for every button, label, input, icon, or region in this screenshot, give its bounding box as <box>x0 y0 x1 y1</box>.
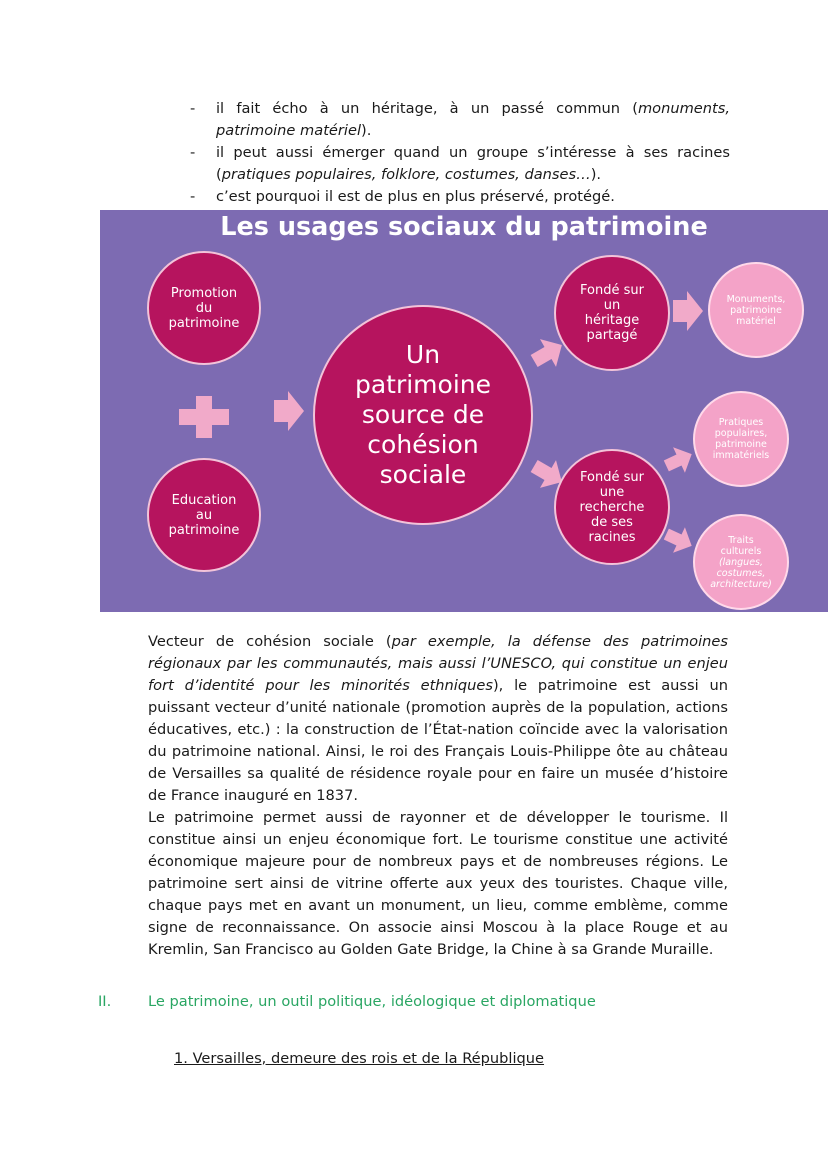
bullet-item <box>190 186 730 208</box>
circle-line: culturels <box>720 545 762 557</box>
bullet-dash: - <box>190 144 196 161</box>
monuments-circle <box>708 262 804 358</box>
circle-line: sociale <box>379 460 467 489</box>
circle-line: matériel <box>736 315 776 327</box>
circle-line: une <box>599 484 625 500</box>
italic-run: pratiques populaires, folklore, costumes, danses… <box>221 166 591 183</box>
bullet-text <box>216 186 730 208</box>
body-text <box>148 631 728 961</box>
center-circle <box>313 305 533 525</box>
text-run: il fait écho à un héritage, à un passé commun ( <box>216 100 638 117</box>
circle-line: racines <box>588 529 636 545</box>
paragraph <box>148 631 728 807</box>
circle-line: Pratiques <box>718 417 764 428</box>
bullet-dash: - <box>190 188 196 205</box>
racines-circle <box>554 449 670 565</box>
circle-text <box>169 493 240 538</box>
circle-line: patrimoine <box>730 304 782 316</box>
pratiques-circle <box>693 391 789 487</box>
italic-run: par exemple, la défense des patrimoines régionaux par les communautés, mais aussi l’UNESCO, qui constitue un enjeu fort d’identité pour les minorités ethniques <box>148 633 728 694</box>
diagram-title: Les usages sociaux du patrimoine <box>220 212 708 242</box>
text-run: c’est pourquoi il est de plus en plus préservé, protégé. <box>216 188 615 205</box>
promotion-circle <box>147 251 261 365</box>
arrow-up-right-icon <box>662 443 696 477</box>
circle-text <box>580 283 644 343</box>
traits-circle <box>693 514 789 610</box>
circle-line: patrimoine <box>715 439 767 450</box>
bullet-list <box>190 98 730 208</box>
circle-line: partagé <box>586 328 638 343</box>
section-title: Le patrimoine, un outil politique, idéologique et diplomatique <box>148 993 596 1010</box>
paragraph <box>148 807 728 961</box>
bullet-item <box>190 142 730 186</box>
text-run: Vecteur de cohésion sociale ( <box>148 633 392 650</box>
circle-line: Fondé sur <box>580 469 644 485</box>
text-run: Le patrimoine permet aussi de rayonner et de développer le tourisme. Il constitue ainsi un enjeu économique fort. Le tourisme constitue une activité économique majeure pour de nombreux pays et de nombreuses régions. Le patrimoine sert ainsi de vitrine offerte aux yeux des touristes. Chaque ville, chaque pays met en avant un monument, un lieu, comme emblème, comme signe de reconnaissance. On associe ainsi Moscou à la place Rouge et au Kremlin, San Francisco au Golden Gate Bridge, la Chine à sa Grande Muraille. <box>148 809 728 958</box>
circle-line: recherche <box>579 499 645 515</box>
circle-text <box>727 294 786 327</box>
circle-line: de ses <box>591 514 633 530</box>
circle-line: Fondé sur <box>580 283 644 298</box>
text-run: il peut aussi émerger quand un groupe s’intéresse à ses racines ( <box>216 144 730 183</box>
italic-run: monuments, patrimoine matériel <box>216 100 730 139</box>
circle-line: Un <box>405 340 441 369</box>
heritage-circle <box>554 255 670 371</box>
bullet-text <box>216 98 730 142</box>
circle-line: (langues, <box>718 556 764 568</box>
text-run: ), le patrimoine est aussi un puissant vecteur d’unité nationale (promotion auprès de la population, actions éducatives, etc.) : la construction de l’État-nation coïncide avec la valorisation du patrimoine national. Ainsi, le roi des Français Louis-Philippe ôte au château de Versailles sa qualité de résidence royale pour en faire un musée d’histoire de France inauguré en 1837. <box>148 677 728 804</box>
circle-line: cohésion <box>367 430 479 459</box>
circle-line: costumes, <box>716 567 766 579</box>
circle-line: Education <box>171 492 237 508</box>
circle-line: patrimoine <box>168 522 240 538</box>
circle-line: patrimoine <box>168 315 240 331</box>
circle-line: populaires, <box>714 428 768 439</box>
circle-line: architecture) <box>710 578 772 590</box>
circle-text <box>713 417 770 461</box>
circle-line: Monuments, <box>726 293 786 305</box>
circle-text <box>710 535 772 590</box>
arrow-right-icon <box>274 391 304 431</box>
circle-line: immatériels <box>712 450 770 461</box>
circle-line: Traits <box>728 534 754 546</box>
circle-line: au <box>195 507 213 523</box>
subsection-heading: 1. Versailles, demeure des rois et de la République <box>174 1050 545 1067</box>
text-run: ). <box>590 166 602 183</box>
social-uses-diagram <box>100 210 828 612</box>
text-run: ). <box>361 122 372 139</box>
circle-line: un <box>603 298 621 313</box>
circle-line: du <box>195 300 213 316</box>
circle-line: héritage <box>584 313 640 328</box>
circle-text <box>355 340 491 490</box>
arrow-right-icon <box>673 291 703 331</box>
section-number: II. <box>98 993 112 1010</box>
education-circle <box>147 458 261 572</box>
circle-line: source de <box>361 400 485 429</box>
plus-icon <box>179 396 229 438</box>
circle-line: Promotion <box>170 285 238 301</box>
bullet-text <box>216 142 730 186</box>
bullet-dash: - <box>190 100 196 117</box>
circle-line: patrimoine <box>354 370 492 399</box>
bullet-item <box>190 98 730 142</box>
circle-text <box>169 286 240 331</box>
circle-text <box>580 470 645 545</box>
arrow-down-right-icon <box>662 523 696 557</box>
